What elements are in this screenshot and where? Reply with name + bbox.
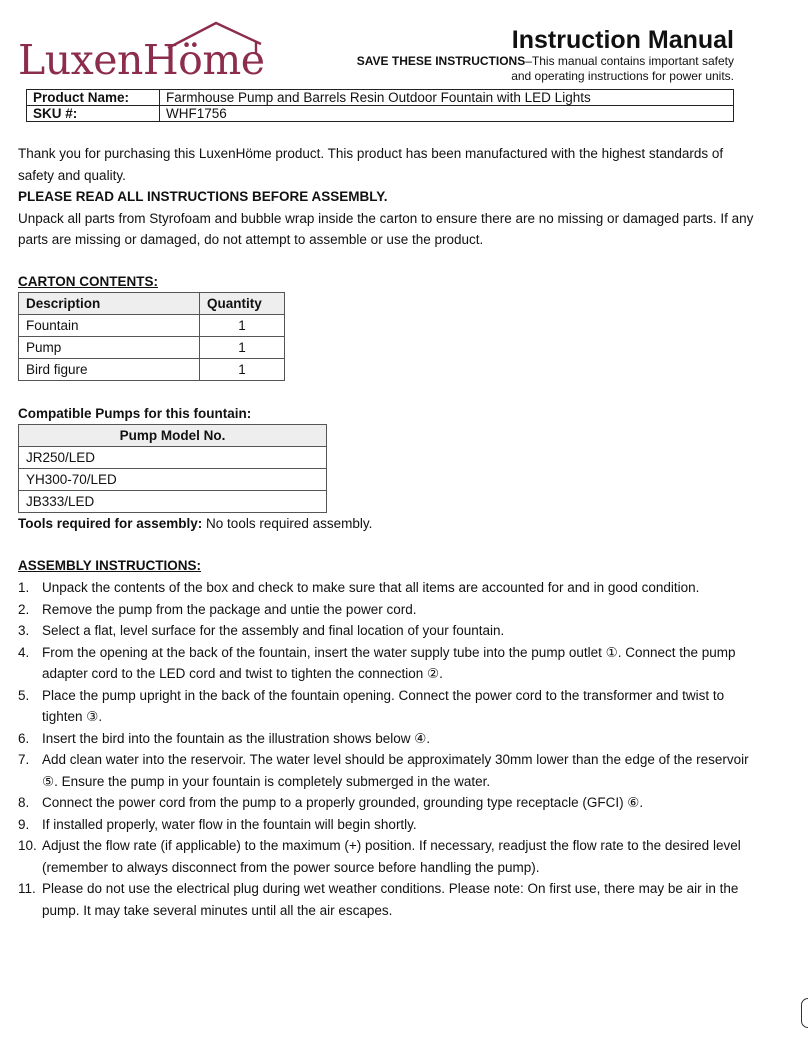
sku-label: SKU #: [27, 106, 160, 122]
quantity-column-header: Quantity [200, 293, 285, 315]
table-row [19, 469, 327, 491]
step-text: From the opening at the back of the fountain, insert the water supply tube into the pump outlet ①. Connect the pump adapter cord to the LED cord and twist to tighten the connection ②. [42, 644, 736, 681]
table-row [19, 337, 285, 359]
step-text: Adjust the flow rate (if applicable) to the maximum (+) position. If necessary, readjust the flow rate to the desired level (remember to always disconnect from the power source before handling the pump). [42, 838, 741, 875]
compatible-pumps-table [18, 424, 327, 513]
step-text: Please do not use the electrical plug during wet weather conditions. Please note: On first use, there may be air in the pump. It may take several minutes until all the air escapes. [42, 881, 739, 918]
item-description: Pump [19, 337, 200, 359]
step-number: 6. [18, 730, 30, 746]
pump-model-column-header: Pump Model No. [19, 425, 327, 447]
list-item [18, 792, 758, 814]
tools-label: Tools required for assembly: [18, 516, 203, 531]
step-number: 11. [18, 881, 36, 896]
intro-section [18, 143, 758, 251]
tools-required [18, 513, 372, 535]
pump-model: JB333/LED [19, 491, 327, 513]
list-item [18, 814, 758, 836]
list-item [18, 577, 758, 599]
step-text: Connect the power cord from the pump to a properly grounded, grounding type receptacle (GFCI) ⑥. [42, 795, 644, 810]
thank-you-text: Thank you for purchasing this LuxenHöme product. This product has been manufactured with the highest standards of safety and quality. [18, 146, 724, 183]
table-row [19, 315, 285, 337]
step-number: 9. [18, 816, 30, 832]
list-item [18, 878, 758, 921]
compatible-pumps-heading: Compatible Pumps for this fountain: [18, 406, 252, 421]
pump-model: YH300-70/LED [19, 469, 327, 491]
brand-name: LuxenHöme [18, 36, 265, 84]
product-name-row [27, 90, 734, 106]
save-instructions-note [354, 54, 734, 83]
unpack-text: Unpack all parts from Styrofoam and bubble wrap inside the carton to ensure there are no missing or damaged parts. If any parts are missing or damaged, do not attempt to assemble or use the product. [18, 210, 754, 247]
step-number: 5. [18, 687, 30, 703]
product-name-value: Farmhouse Pump and Barrels Resin Outdoor Fountain with LED Lights [160, 90, 734, 106]
sku-row [27, 106, 734, 122]
step-number: 7. [18, 752, 30, 767]
item-quantity: 1 [200, 315, 285, 337]
step-number: 3. [18, 623, 30, 638]
step-text: Insert the bird into the fountain as the illustration shows below ④. [42, 730, 431, 746]
carton-contents-heading: CARTON CONTENTS: [18, 274, 158, 289]
step-number: 10. [18, 838, 37, 853]
list-item [18, 728, 758, 750]
tools-value: No tools required assembly. [202, 516, 373, 531]
brand-logo [16, 14, 266, 84]
page-edge-mark [801, 998, 808, 1028]
assembly-instructions-heading: ASSEMBLY INSTRUCTIONS: [18, 558, 202, 573]
step-text: Select a flat, level surface for the assembly and final location of your fountain. [42, 623, 505, 638]
product-name-label: Product Name: [27, 90, 160, 106]
page-title: Instruction Manual [511, 26, 734, 54]
list-item [18, 620, 758, 642]
step-number: 2. [18, 601, 30, 617]
list-item [18, 642, 758, 685]
step-text: Unpack the contents of the box and check to make sure that all items are accounted for and in good condition. [42, 580, 700, 595]
item-description: Bird figure [19, 359, 200, 381]
sku-value: WHF1756 [160, 106, 734, 122]
carton-contents-table [18, 292, 285, 381]
step-text: Place the pump upright in the back of the fountain opening. Connect the power cord to the transformer and twist to tighten ③. [42, 687, 725, 724]
table-row [19, 447, 327, 469]
read-all-notice: PLEASE READ ALL INSTRUCTIONS BEFORE ASSEMBLY. [18, 189, 388, 204]
item-description: Fountain [19, 315, 200, 337]
step-text: If installed properly, water flow in the fountain will begin shortly. [42, 816, 417, 832]
item-quantity: 1 [200, 359, 285, 381]
table-header-row [19, 293, 285, 315]
table-row [19, 359, 285, 381]
pump-model: JR250/LED [19, 447, 327, 469]
description-column-header: Description [19, 293, 200, 315]
list-item [18, 599, 758, 621]
step-text: Add clean water into the reservoir. The water level should be approximately 30mm lower than the edge of the reservoir ⑤. Ensure the pump in your fountain is completely submerged in the water. [42, 752, 749, 789]
step-number: 1. [18, 580, 30, 595]
save-instructions-label: SAVE THESE INSTRUCTIONS [356, 54, 526, 68]
list-item [18, 835, 758, 878]
list-item [18, 685, 758, 728]
table-header-row [19, 425, 327, 447]
step-number: 4. [18, 644, 30, 660]
table-row [19, 491, 327, 513]
step-number: 8. [18, 795, 30, 810]
item-quantity: 1 [200, 337, 285, 359]
product-info-table [26, 89, 734, 122]
step-text: Remove the pump from the package and untie the power cord. [42, 601, 417, 617]
save-instructions-text: –This manual contains important safety and operating instructions for power units. [511, 54, 734, 83]
assembly-steps-list [18, 577, 758, 921]
list-item [18, 749, 758, 792]
